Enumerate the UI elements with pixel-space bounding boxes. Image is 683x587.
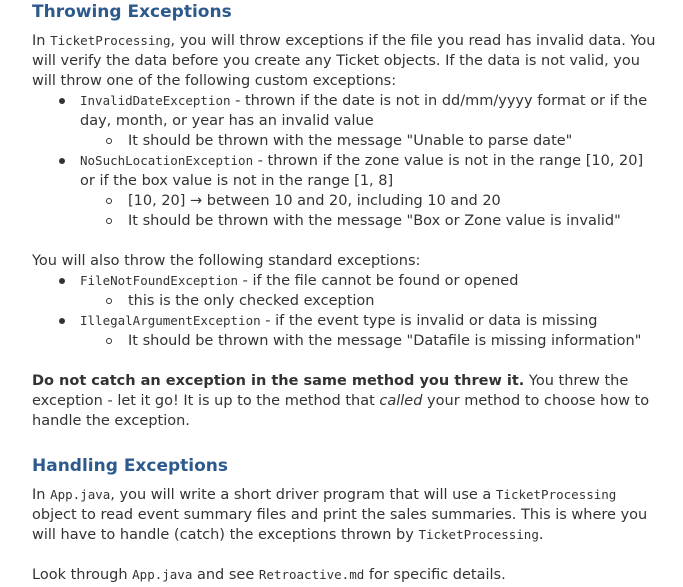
app-java-code: App.java xyxy=(50,487,111,502)
retroactive-md-code: Retroactive.md xyxy=(258,567,365,582)
section-heading-throwing-exceptions: Throwing Exceptions xyxy=(32,2,232,22)
exception-name: IllegalArgumentException xyxy=(80,313,261,328)
ticketprocessing-code: TicketProcessing xyxy=(495,487,617,502)
section-heading-handling-exceptions: Handling Exceptions xyxy=(32,456,229,476)
sub-item: It should be thrown with the message "Unable to parse date" xyxy=(32,131,657,151)
do-not-catch-bold: Do not catch an exception in the same method you threw it. xyxy=(32,373,525,389)
standard-exceptions-list xyxy=(32,271,657,351)
exception-name: InvalidDateException xyxy=(80,93,231,108)
list-item-no-such-location-exception: NoSuchLocationException - thrown if the zone value is not in the range [10, 20] or if the box value is not in the range [1, 8] xyxy=(32,151,657,191)
ticketprocessing-code: TicketProcessing xyxy=(418,527,539,542)
handling-paragraph: In App.java, you will write a short driver program that will use a TicketProcessing object to read event summary files and print the sales summaries. This is where you will have to handle (catch) the exceptions thrown by TicketProcessing. xyxy=(32,487,648,543)
custom-exceptions-list xyxy=(32,91,657,231)
sub-item: [10, 20] → between 10 and 20, including 10 and 20 xyxy=(32,191,657,211)
intro-paragraph: In TicketProcessing, you will throw exceptions if the file you read has invalid data. You will verify the data before you create any Ticket objects. If the data is not valid, you will throw one of the following custom exceptions: xyxy=(32,33,656,89)
do-not-catch-paragraph: Do not catch an exception in the same method you threw it. You threw the exception - let it go! It is up to the method that called your method to choose how to handle the exception. xyxy=(32,373,650,429)
called-italic: called xyxy=(379,393,423,409)
list-item-file-not-found-exception: FileNotFoundException - if the file cannot be found or opened xyxy=(32,271,657,291)
list-item-illegal-argument-exception: IllegalArgumentException - if the event type is invalid or data is missing xyxy=(32,311,657,331)
exception-name: FileNotFoundException xyxy=(80,273,239,288)
look-through-paragraph: Look through App.java and see Retroactive.md for specific details. xyxy=(32,567,506,583)
ticketprocessing-code: TicketProcessing xyxy=(50,33,171,48)
sub-item: this is the only checked exception xyxy=(32,291,657,311)
sub-item: It should be thrown with the message "Box or Zone value is invalid" xyxy=(32,211,657,231)
app-java-code: App.java xyxy=(132,567,193,582)
sub-item: It should be thrown with the message "Datafile is missing information" xyxy=(32,331,657,351)
exception-name: NoSuchLocationException xyxy=(80,153,254,168)
standard-exceptions-intro: You will also throw the following standard exceptions: xyxy=(32,253,421,269)
list-item-invalid-date-exception: InvalidDateException - thrown if the date is not in dd/mm/yyyy format or if the day, month, or year has an invalid value xyxy=(32,91,657,131)
